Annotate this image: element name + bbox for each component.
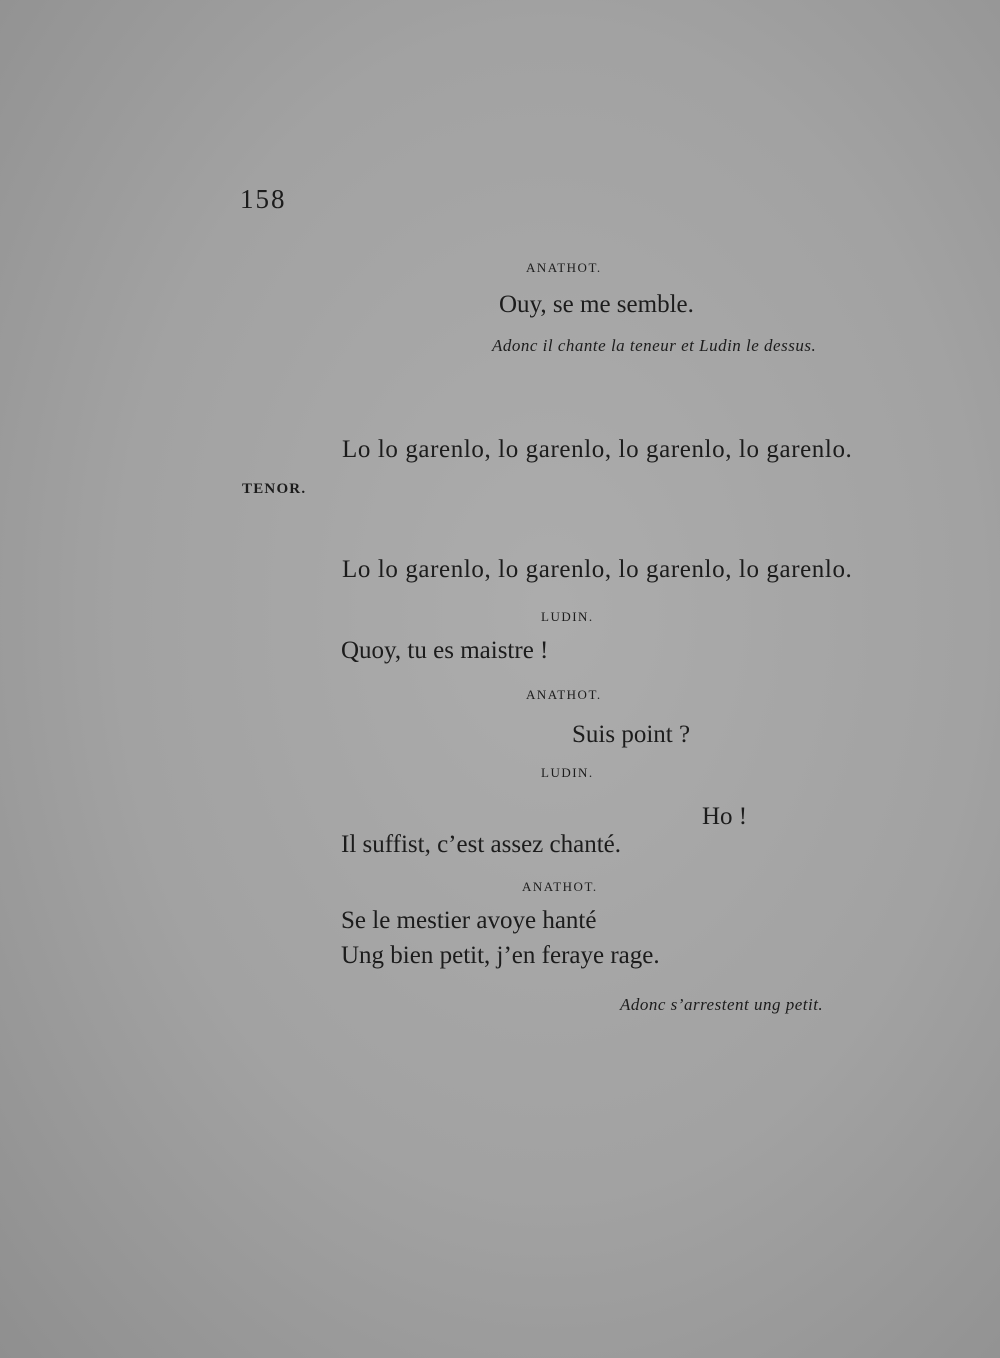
stage-direction: Adonc il chante la teneur et Ludin le dessus. (492, 336, 817, 355)
dialogue-line: Suis point ? (572, 721, 691, 748)
speaker-anathot: ANATHOT. (526, 687, 602, 702)
page-number: 158 (240, 184, 287, 214)
speaker-ludin: LUDIN. (541, 609, 594, 624)
tenor-label: TENOR. (242, 481, 307, 497)
dialogue-line: Ung bien petit, j’en feraye rage. (341, 942, 660, 969)
dialogue-line: Ouy, se me semble. (499, 291, 694, 318)
stage-direction: Adonc s’arrestent ung petit. (620, 995, 824, 1014)
song-lyric-line: Lo lo garenlo, lo garenlo, lo garenlo, lo garenlo. (342, 436, 853, 463)
dialogue-line: Se le mestier avoye hanté (341, 907, 597, 934)
speaker-anathot: ANATHOT. (522, 879, 598, 894)
dialogue-line: Ho ! (702, 803, 748, 830)
dialogue-line: Il suffist, c’est assez chanté. (341, 831, 621, 858)
speaker-ludin: LUDIN. (541, 765, 594, 780)
song-lyric-line: Lo lo garenlo, lo garenlo, lo garenlo, lo garenlo. (342, 556, 853, 583)
speaker-anathot: ANATHOT. (526, 260, 602, 275)
dialogue-line: Quoy, tu es maistre ! (341, 637, 549, 664)
